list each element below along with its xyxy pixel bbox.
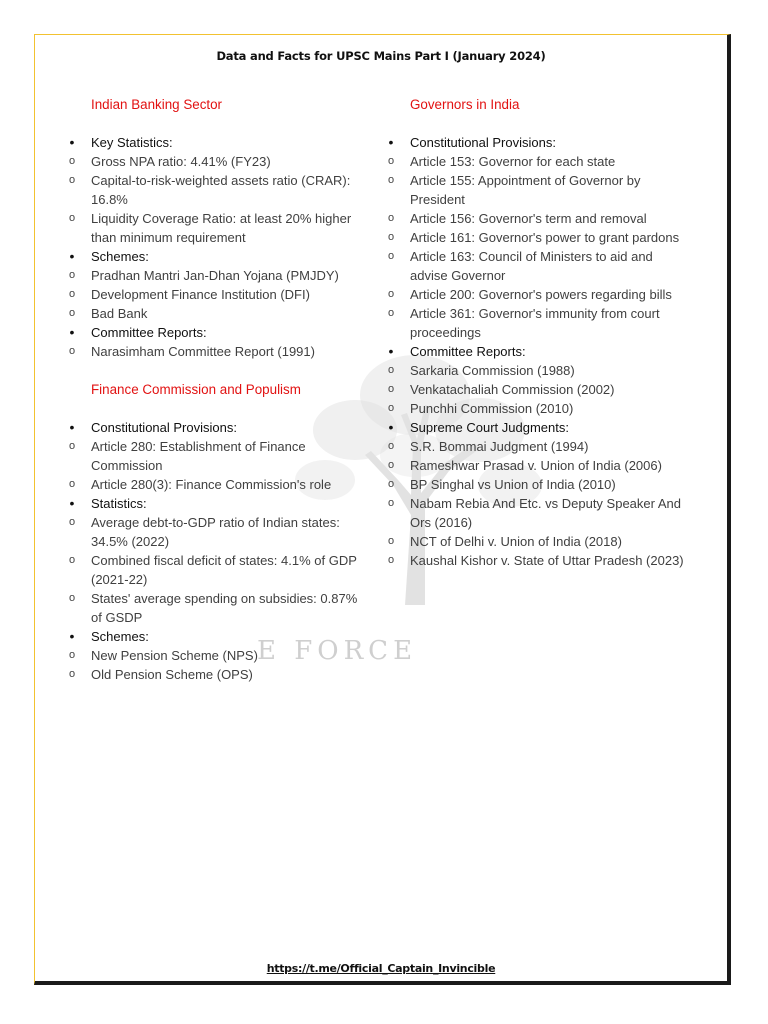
list-item [380,171,690,209]
list-item [380,247,690,285]
circle-bullet-icon: o [387,459,395,471]
list-item [380,228,690,247]
circle-bullet-icon: o [387,402,395,414]
list-item-text: Article 280(3): Finance Commission's role [91,477,332,492]
list-item-text: Venkatachaliah Commission (2002) [410,382,615,397]
list-item [380,361,690,380]
list-item [380,551,690,570]
list-item-text: Development Finance Institution (DFI) [91,287,310,302]
circle-bullet-icon: o [387,288,395,300]
list-item-text: Article 153: Governor for each state [410,154,616,169]
circle-bullet-icon: o [387,535,395,547]
bullet-icon: • [388,419,394,435]
list-item [61,513,367,551]
list-item-text: Constitutional Provisions: [410,135,556,150]
list-item-text: Schemes: [91,629,149,644]
list-item-text: Sarkaria Commission (1988) [410,363,575,378]
list-heading-item [61,627,367,646]
circle-bullet-icon: o [387,440,395,452]
circle-bullet-icon: o [68,478,76,490]
circle-bullet-icon: o [387,212,395,224]
circle-bullet-icon: o [387,250,395,262]
list-heading-item [61,247,367,266]
list-item-text: New Pension Scheme (NPS) [91,648,258,663]
bullet-icon: • [69,495,75,511]
list-item [380,152,690,171]
list-item-text: Committee Reports: [91,325,207,340]
section-heading: Indian Banking Sector [91,97,223,112]
circle-bullet-icon: o [68,212,76,224]
list-item-text: NCT of Delhi v. Union of India (2018) [410,534,622,549]
list-item-text: Article 163: Council of Ministers to aid and advise Governor [410,249,653,283]
list-item [380,209,690,228]
circle-bullet-icon: o [387,383,395,395]
list-item-text: Rameshwar Prasad v. Union of India (2006) [410,458,662,473]
list-item-text: Average debt-to-GDP ratio of Indian states: 34.5% (2022) [91,515,340,549]
list-item-text: Committee Reports: [410,344,526,359]
list-heading-item [61,494,367,513]
list-item [380,304,690,342]
bullet-icon: • [388,134,394,150]
bullet-icon: • [69,419,75,435]
list-item-text: Article 361: Governor's immunity from court proceedings [410,306,660,340]
list-item-text: Article 156: Governor's term and removal [410,211,647,226]
list-item-text: Article 161: Governor's power to grant pardons [410,230,680,245]
circle-bullet-icon: o [68,174,76,186]
circle-bullet-icon: o [387,478,395,490]
footer-link[interactable]: https://t.me/Official_Captain_Invincible [266,962,496,975]
bullet-icon: • [69,628,75,644]
list-item-text: Kaushal Kishor v. State of Uttar Pradesh (2023) [410,553,684,568]
circle-bullet-icon: o [68,288,76,300]
list-heading-item [61,133,367,152]
list-heading-item [61,418,367,437]
circle-bullet-icon: o [68,345,76,357]
list-item [61,475,367,494]
list-item-text: States' average spending on subsidies: 0.87% of GSDP [91,591,358,625]
circle-bullet-icon: o [68,668,76,680]
list-item-text: Liquidity Coverage Ratio: at least 20% higher than minimum requirement [91,211,352,245]
circle-bullet-icon: o [387,307,395,319]
list-heading-item [380,133,690,152]
list-item-text: Supreme Court Judgments: [410,420,569,435]
circle-bullet-icon: o [68,307,76,319]
circle-bullet-icon: o [68,155,76,167]
list-item [61,171,367,209]
list-item-text: Article 280: Establishment of Finance Commission [91,439,306,473]
circle-bullet-icon: o [387,231,395,243]
circle-bullet-icon: o [68,649,76,661]
list-item-text: Article 155: Appointment of Governor by President [410,173,641,207]
page-title: Data and Facts for UPSC Mains Part I (January 2024) [216,49,546,63]
list-item [380,475,690,494]
list-item [61,209,367,247]
left-column [61,95,367,684]
list-item-text: BP Singhal vs Union of India (2010) [410,477,616,492]
list-item-text: Nabam Rebia And Etc. vs Deputy Speaker And Ors (2016) [410,496,681,530]
circle-bullet-icon: o [387,155,395,167]
list-item-text: Article 200: Governor's powers regarding bills [410,287,672,302]
bullet-icon: • [69,324,75,340]
list-item-text: Schemes: [91,249,149,264]
list-item-text: Old Pension Scheme (OPS) [91,667,253,682]
circle-bullet-icon: o [387,554,395,566]
circle-bullet-icon: o [387,364,395,376]
list-item [380,285,690,304]
list-item-text: Combined fiscal deficit of states: 4.1% of GDP (2021-22) [91,553,357,587]
list-item-text: Constitutional Provisions: [91,420,237,435]
list-item [61,266,367,285]
circle-bullet-icon: o [68,516,76,528]
list-item-text: Narasimham Committee Report (1991) [91,344,315,359]
list-item-text: S.R. Bommai Judgment (1994) [410,439,589,454]
list-item [380,456,690,475]
list-heading-item [380,342,690,361]
circle-bullet-icon: o [68,592,76,604]
section-heading: Finance Commission and Populism [91,382,301,397]
bullet-icon: • [69,248,75,264]
list-item-text: Gross NPA ratio: 4.41% (FY23) [91,154,271,169]
list-item-text: Pradhan Mantri Jan-Dhan Yojana (PMJDY) [91,268,339,283]
list-item [61,646,367,665]
list-item [61,342,367,361]
bullet-icon: • [69,134,75,150]
list-item [61,665,367,684]
list-item [61,304,367,323]
circle-bullet-icon: o [387,497,395,509]
list-item [380,437,690,456]
list-item [61,285,367,304]
circle-bullet-icon: o [68,440,76,452]
list-item [61,551,367,589]
circle-bullet-icon: o [68,269,76,281]
list-item-text: Statistics: [91,496,147,511]
list-item [61,589,367,627]
list-heading-item [380,418,690,437]
watermark-text: E FORCE [257,636,418,666]
list-item-text: Key Statistics: [91,135,173,150]
list-item [61,437,367,475]
bullet-icon: • [388,343,394,359]
list-item [380,380,690,399]
circle-bullet-icon: o [68,554,76,566]
list-item [380,494,690,532]
document-page [34,34,731,985]
list-item-text: Capital-to-risk-weighted assets ratio (CRAR): 16.8% [91,173,351,207]
circle-bullet-icon: o [387,174,395,186]
list-item [61,152,367,171]
right-column [380,95,690,570]
section-heading: Governors in India [410,97,520,112]
list-item-text: Bad Bank [91,306,148,321]
list-heading-item [61,323,367,342]
list-item-text: Punchhi Commission (2010) [410,401,574,416]
list-item [380,399,690,418]
list-item [380,532,690,551]
